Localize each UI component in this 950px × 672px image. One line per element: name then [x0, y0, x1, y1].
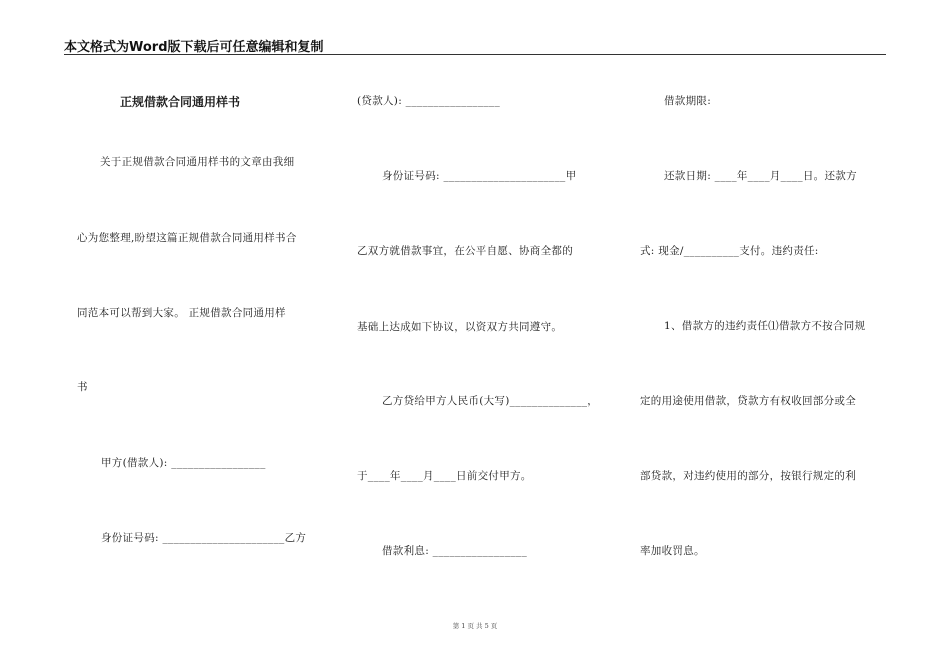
- paragraph-line: 书: [77, 381, 88, 393]
- delivery-date-line: 于____年____月____日前交付甲方。: [357, 470, 532, 482]
- paragraph-line: 同范本可以帮到大家。 正规借款合同通用样: [77, 307, 286, 319]
- header-divider: [64, 54, 886, 55]
- loan-term-field: 借款期限:: [664, 95, 712, 107]
- id-number-field: 身份证号码: ______________________乙方: [101, 532, 307, 544]
- paragraph-line: 率加收罚息。: [640, 545, 705, 557]
- borrower-field: 甲方(借款人): _________________: [101, 457, 266, 469]
- paragraph-line: 1、借款方的违约责任⑴借款方不按合同规: [664, 320, 866, 332]
- loan-amount-line: 乙方贷给甲方人民币(大写)______________，: [382, 395, 599, 407]
- format-notice: 本文格式为Word版下载后可任意编辑和复制: [64, 40, 324, 55]
- page-number: 第 1 页 共 5 页: [452, 622, 498, 630]
- interest-field: 借款利息: _________________: [382, 545, 528, 557]
- paragraph-line: 定的用途使用借款，贷款方有权收回部分或全: [640, 395, 856, 407]
- repayment-date-line: 还款日期: ____年____月____日。还款方: [664, 170, 857, 182]
- paragraph-line: 关于正规借款合同通用样书的文章由我细: [100, 156, 295, 168]
- id-number-field: 身份证号码: ______________________甲: [382, 170, 577, 182]
- lender-field: (贷款人): _________________: [357, 95, 501, 107]
- paragraph-line: 部贷款，对违约使用的部分，按银行规定的利: [640, 470, 856, 482]
- paragraph-line: 乙双方就借款事宜，在公平自愿、协商全都的: [357, 245, 573, 257]
- paragraph-line: 心为您整理,盼望这篇正规借款合同通用样书合: [77, 232, 297, 244]
- paragraph-line: 基础上达成如下协议，以资双方共同遵守。: [357, 321, 563, 333]
- repayment-method-line: 式: 现金/__________支付。违约责任:: [640, 245, 819, 257]
- document-title: 正规借款合同通用样书: [120, 95, 241, 109]
